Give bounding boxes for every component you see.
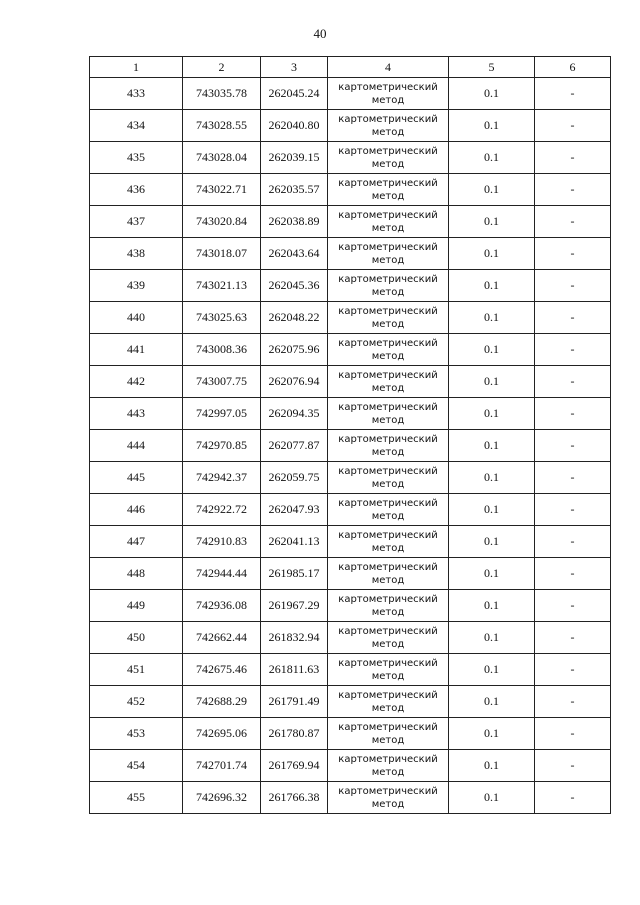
- accuracy-cell: 0.1: [449, 334, 535, 366]
- y-coordinate-cell: 261985.17: [261, 558, 328, 590]
- point-number-cell: 446: [90, 494, 183, 526]
- method-cell: [328, 782, 449, 814]
- method-line-1: картометрический: [338, 433, 438, 445]
- point-number-cell: 449: [90, 590, 183, 622]
- column-header-4: 4: [328, 57, 449, 78]
- accuracy-cell: 0.1: [449, 558, 535, 590]
- y-coordinate-cell: 262048.22: [261, 302, 328, 334]
- method-cell: [328, 750, 449, 782]
- point-number-cell: 455: [90, 782, 183, 814]
- accuracy-cell: 0.1: [449, 366, 535, 398]
- y-coordinate-cell: 262075.96: [261, 334, 328, 366]
- method-line-1: картометрический: [338, 337, 438, 349]
- x-coordinate-cell: 742662.44: [183, 622, 261, 654]
- method-cell: [328, 206, 449, 238]
- method-line-1: картометрический: [338, 657, 438, 669]
- note-cell: -: [535, 398, 611, 430]
- point-number-cell: 437: [90, 206, 183, 238]
- point-number-cell: 444: [90, 430, 183, 462]
- method-line-1: картометрический: [338, 625, 438, 637]
- x-coordinate-cell: 742696.32: [183, 782, 261, 814]
- method-line-1: картометрический: [338, 785, 438, 797]
- point-number-cell: 440: [90, 302, 183, 334]
- method-line-2: метод: [371, 350, 405, 362]
- note-cell: -: [535, 238, 611, 270]
- note-cell: -: [535, 78, 611, 110]
- method-line-2: метод: [371, 318, 405, 330]
- method-cell: [328, 430, 449, 462]
- y-coordinate-cell: 261791.49: [261, 686, 328, 718]
- y-coordinate-cell: 262041.13: [261, 526, 328, 558]
- table-row: [90, 622, 611, 654]
- method-cell: [328, 366, 449, 398]
- method-line-1: картометрический: [338, 369, 438, 381]
- table-row: [90, 398, 611, 430]
- accuracy-cell: 0.1: [449, 142, 535, 174]
- method-line-2: метод: [371, 94, 405, 106]
- method-line-1: картометрический: [338, 689, 438, 701]
- method-line-1: картометрический: [338, 401, 438, 413]
- method-cell: [328, 494, 449, 526]
- method-line-2: метод: [371, 286, 405, 298]
- table-row: [90, 110, 611, 142]
- y-coordinate-cell: 262045.36: [261, 270, 328, 302]
- y-coordinate-cell: 262076.94: [261, 366, 328, 398]
- note-cell: -: [535, 430, 611, 462]
- y-coordinate-cell: 261811.63: [261, 654, 328, 686]
- x-coordinate-cell: 742688.29: [183, 686, 261, 718]
- point-number-cell: 436: [90, 174, 183, 206]
- table-row: [90, 142, 611, 174]
- accuracy-cell: 0.1: [449, 462, 535, 494]
- point-number-cell: 439: [90, 270, 183, 302]
- x-coordinate-cell: 743021.13: [183, 270, 261, 302]
- table-row: [90, 462, 611, 494]
- note-cell: -: [535, 206, 611, 238]
- point-number-cell: 451: [90, 654, 183, 686]
- point-number-cell: 445: [90, 462, 183, 494]
- x-coordinate-cell: 743025.63: [183, 302, 261, 334]
- y-coordinate-cell: 262038.89: [261, 206, 328, 238]
- x-coordinate-cell: 743008.36: [183, 334, 261, 366]
- method-cell: [328, 302, 449, 334]
- accuracy-cell: 0.1: [449, 782, 535, 814]
- note-cell: -: [535, 718, 611, 750]
- table-row: [90, 206, 611, 238]
- y-coordinate-cell: 262043.64: [261, 238, 328, 270]
- y-coordinate-cell: 261832.94: [261, 622, 328, 654]
- y-coordinate-cell: 262045.24: [261, 78, 328, 110]
- table-row: [90, 782, 611, 814]
- method-line-2: метод: [371, 510, 405, 522]
- coordinates-table: [89, 56, 611, 814]
- x-coordinate-cell: 742675.46: [183, 654, 261, 686]
- note-cell: -: [535, 142, 611, 174]
- method-line-1: картометрический: [338, 497, 438, 509]
- y-coordinate-cell: 262077.87: [261, 430, 328, 462]
- column-header-6: 6: [535, 57, 611, 78]
- x-coordinate-cell: 742970.85: [183, 430, 261, 462]
- accuracy-cell: 0.1: [449, 78, 535, 110]
- method-cell: [328, 654, 449, 686]
- method-line-1: картометрический: [338, 561, 438, 573]
- x-coordinate-cell: 742944.44: [183, 558, 261, 590]
- method-cell: [328, 270, 449, 302]
- y-coordinate-cell: 261769.94: [261, 750, 328, 782]
- method-cell: [328, 590, 449, 622]
- y-coordinate-cell: 262059.75: [261, 462, 328, 494]
- table-row: [90, 430, 611, 462]
- method-line-2: метод: [371, 670, 405, 682]
- note-cell: -: [535, 750, 611, 782]
- method-line-1: картометрический: [338, 113, 438, 125]
- x-coordinate-cell: 742936.08: [183, 590, 261, 622]
- note-cell: -: [535, 270, 611, 302]
- method-line-2: метод: [371, 190, 405, 202]
- accuracy-cell: 0.1: [449, 174, 535, 206]
- x-coordinate-cell: 743028.04: [183, 142, 261, 174]
- method-cell: [328, 142, 449, 174]
- note-cell: -: [535, 558, 611, 590]
- accuracy-cell: 0.1: [449, 494, 535, 526]
- note-cell: -: [535, 302, 611, 334]
- x-coordinate-cell: 742942.37: [183, 462, 261, 494]
- method-cell: [328, 718, 449, 750]
- method-cell: [328, 110, 449, 142]
- page-number: 40: [313, 26, 327, 41]
- method-cell: [328, 398, 449, 430]
- table-body: [90, 78, 611, 814]
- table-header: [90, 57, 611, 78]
- point-number-cell: 442: [90, 366, 183, 398]
- note-cell: -: [535, 174, 611, 206]
- point-number-cell: 435: [90, 142, 183, 174]
- method-line-2: метод: [371, 702, 405, 714]
- point-number-cell: 452: [90, 686, 183, 718]
- x-coordinate-cell: 742997.05: [183, 398, 261, 430]
- y-coordinate-cell: 261766.38: [261, 782, 328, 814]
- accuracy-cell: 0.1: [449, 750, 535, 782]
- accuracy-cell: 0.1: [449, 590, 535, 622]
- accuracy-cell: 0.1: [449, 622, 535, 654]
- note-cell: -: [535, 622, 611, 654]
- method-line-2: метод: [371, 606, 405, 618]
- x-coordinate-cell: 742701.74: [183, 750, 261, 782]
- method-line-2: метод: [371, 766, 405, 778]
- accuracy-cell: 0.1: [449, 206, 535, 238]
- table-row: [90, 302, 611, 334]
- x-coordinate-cell: 742695.06: [183, 718, 261, 750]
- table-row: [90, 78, 611, 110]
- method-line-1: картометрический: [338, 145, 438, 157]
- x-coordinate-cell: 743007.75: [183, 366, 261, 398]
- table-row: [90, 590, 611, 622]
- point-number-cell: 447: [90, 526, 183, 558]
- table-row: [90, 334, 611, 366]
- table-row: [90, 270, 611, 302]
- method-cell: [328, 238, 449, 270]
- point-number-cell: 450: [90, 622, 183, 654]
- x-coordinate-cell: 742910.83: [183, 526, 261, 558]
- table-row: [90, 750, 611, 782]
- x-coordinate-cell: 743035.78: [183, 78, 261, 110]
- method-line-1: картометрический: [338, 177, 438, 189]
- accuracy-cell: 0.1: [449, 238, 535, 270]
- method-line-1: картометрический: [338, 753, 438, 765]
- x-coordinate-cell: 743020.84: [183, 206, 261, 238]
- table-row: [90, 238, 611, 270]
- point-number-cell: 454: [90, 750, 183, 782]
- y-coordinate-cell: 262040.80: [261, 110, 328, 142]
- table-row: [90, 558, 611, 590]
- method-line-2: метод: [371, 478, 405, 490]
- method-line-2: метод: [371, 382, 405, 394]
- method-line-2: метод: [371, 126, 405, 138]
- method-cell: [328, 334, 449, 366]
- column-header-5: 5: [449, 57, 535, 78]
- note-cell: -: [535, 526, 611, 558]
- y-coordinate-cell: 262035.57: [261, 174, 328, 206]
- note-cell: -: [535, 654, 611, 686]
- accuracy-cell: 0.1: [449, 302, 535, 334]
- header-row: [90, 57, 611, 78]
- method-line-2: метод: [371, 446, 405, 458]
- y-coordinate-cell: 262094.35: [261, 398, 328, 430]
- point-number-cell: 448: [90, 558, 183, 590]
- column-header-2: 2: [183, 57, 261, 78]
- y-coordinate-cell: 261967.29: [261, 590, 328, 622]
- method-line-2: метод: [371, 158, 405, 170]
- accuracy-cell: 0.1: [449, 430, 535, 462]
- point-number-cell: 433: [90, 78, 183, 110]
- method-line-2: метод: [371, 542, 405, 554]
- table-row: [90, 718, 611, 750]
- method-line-2: метод: [371, 574, 405, 586]
- y-coordinate-cell: 261780.87: [261, 718, 328, 750]
- note-cell: -: [535, 686, 611, 718]
- x-coordinate-cell: 743018.07: [183, 238, 261, 270]
- note-cell: -: [535, 110, 611, 142]
- method-line-2: метод: [371, 638, 405, 650]
- method-line-1: картометрический: [338, 273, 438, 285]
- y-coordinate-cell: 262039.15: [261, 142, 328, 174]
- method-line-2: метод: [371, 254, 405, 266]
- point-number-cell: 453: [90, 718, 183, 750]
- method-cell: [328, 526, 449, 558]
- note-cell: -: [535, 334, 611, 366]
- point-number-cell: 441: [90, 334, 183, 366]
- method-line-2: метод: [371, 414, 405, 426]
- table-row: [90, 174, 611, 206]
- accuracy-cell: 0.1: [449, 398, 535, 430]
- method-cell: [328, 686, 449, 718]
- x-coordinate-cell: 743022.71: [183, 174, 261, 206]
- table-row: [90, 526, 611, 558]
- method-line-1: картометрический: [338, 529, 438, 541]
- column-header-1: 1: [90, 57, 183, 78]
- method-line-2: метод: [371, 734, 405, 746]
- method-line-2: метод: [371, 222, 405, 234]
- x-coordinate-cell: 743028.55: [183, 110, 261, 142]
- note-cell: -: [535, 462, 611, 494]
- method-line-1: картометрический: [338, 209, 438, 221]
- method-cell: [328, 174, 449, 206]
- point-number-cell: 438: [90, 238, 183, 270]
- method-line-1: картометрический: [338, 241, 438, 253]
- note-cell: -: [535, 494, 611, 526]
- y-coordinate-cell: 262047.93: [261, 494, 328, 526]
- method-line-2: метод: [371, 798, 405, 810]
- table-row: [90, 494, 611, 526]
- note-cell: -: [535, 782, 611, 814]
- method-line-1: картометрический: [338, 593, 438, 605]
- method-line-1: картометрический: [338, 81, 438, 93]
- point-number-cell: 434: [90, 110, 183, 142]
- accuracy-cell: 0.1: [449, 654, 535, 686]
- method-cell: [328, 558, 449, 590]
- accuracy-cell: 0.1: [449, 686, 535, 718]
- method-line-1: картометрический: [338, 305, 438, 317]
- method-line-1: картометрический: [338, 465, 438, 477]
- accuracy-cell: 0.1: [449, 718, 535, 750]
- accuracy-cell: 0.1: [449, 110, 535, 142]
- note-cell: -: [535, 590, 611, 622]
- method-cell: [328, 462, 449, 494]
- x-coordinate-cell: 742922.72: [183, 494, 261, 526]
- method-line-1: картометрический: [338, 721, 438, 733]
- table-row: [90, 654, 611, 686]
- accuracy-cell: 0.1: [449, 526, 535, 558]
- table-row: [90, 686, 611, 718]
- accuracy-cell: 0.1: [449, 270, 535, 302]
- note-cell: -: [535, 366, 611, 398]
- table-row: [90, 366, 611, 398]
- method-cell: [328, 622, 449, 654]
- point-number-cell: 443: [90, 398, 183, 430]
- method-cell: [328, 78, 449, 110]
- column-header-3: 3: [261, 57, 328, 78]
